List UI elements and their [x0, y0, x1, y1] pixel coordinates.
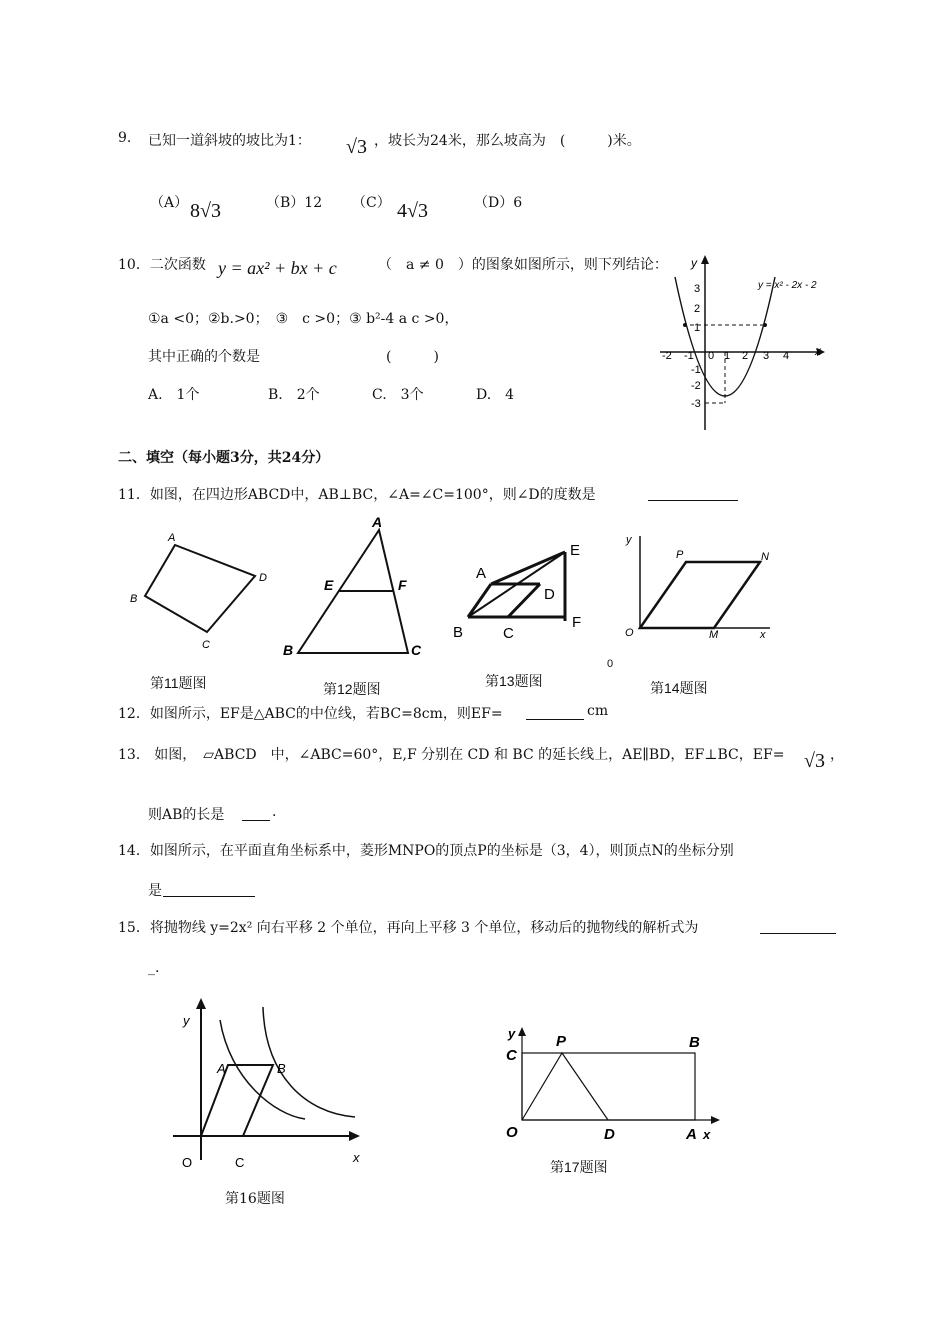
- fig13-label-b: B: [453, 624, 464, 641]
- q10-xtick: 4: [783, 350, 790, 362]
- q13-text: 13． 如图， ▱ABCD 中，∠ABC=60°，E,F 分别在 CD 和 BC 的延长线上，AE∥BD，EF⊥BC，EF=: [118, 747, 785, 763]
- q10-ytick: -2: [691, 380, 701, 392]
- fig14-caption: 第14题图: [650, 680, 708, 696]
- q9-option-b: （B）12: [266, 195, 323, 211]
- q10-xtick: 1: [724, 350, 731, 362]
- q9-text-b: ，坡长为24米，那么坡高为 ( )米。: [374, 133, 641, 149]
- q13-sqrt: √3: [804, 750, 825, 772]
- q9-option-c: （C）: [352, 195, 391, 211]
- q10-statements: ①a <0；②b.>0； ③ c >0；③ b²-4 a c >0，: [148, 311, 459, 327]
- fig12-caption: 第12题图: [323, 681, 381, 697]
- fig14-label-o: O: [625, 627, 634, 639]
- q12-answer-blank[interactable]: [526, 703, 584, 720]
- fig13-label-d: D: [544, 586, 555, 603]
- q10-ytick: 3: [694, 283, 701, 295]
- q9-option-a-value: 8√3: [190, 200, 221, 222]
- q15-answer-blank[interactable]: [760, 917, 836, 934]
- fig12-label-e: E: [324, 577, 334, 593]
- fig14-rhombus: [620, 528, 780, 648]
- q10-xtick: 3: [763, 350, 770, 362]
- q13-end: .: [272, 804, 277, 820]
- fig17-rectangle-figure: [500, 1022, 730, 1147]
- fig17-label-o: O: [506, 1124, 518, 1141]
- q11-answer-blank[interactable]: [648, 484, 738, 501]
- fig17-label-x: x: [703, 1127, 711, 1142]
- q9-option-a: （A）: [150, 195, 189, 211]
- fig16-label-y: y: [183, 1013, 190, 1028]
- fig12-triangle: [280, 515, 430, 665]
- fig12-label-f: F: [398, 577, 407, 593]
- fig16-label-b: B: [277, 1061, 286, 1076]
- q15-line2: _.: [148, 960, 160, 976]
- q12-text: 12．如图所示，EF是△ABC的中位线，若BC=8cm，则EF=: [118, 706, 503, 722]
- q10-xtick: 2: [742, 350, 749, 362]
- q10-ytick: -3: [691, 398, 701, 410]
- q9-sqrt: √3: [346, 136, 367, 158]
- q10-question: 其中正确的个数是 ( ): [148, 349, 439, 365]
- q10-ytick: 1: [694, 322, 701, 334]
- fig11-caption: 第11题图: [150, 675, 207, 691]
- q14-answer-blank[interactable]: [163, 880, 255, 897]
- section2-heading: 二、填空（每小题3分，共24分）: [118, 450, 330, 466]
- q9-option-d: （D）6: [474, 195, 523, 211]
- fig11-quadrilateral: [125, 530, 275, 650]
- fig14-label-y: y: [626, 534, 632, 546]
- fig16-label-x: x: [353, 1150, 360, 1165]
- fig16-label-o: O: [182, 1155, 193, 1170]
- fig13-label-e: E: [570, 542, 581, 559]
- fig11-label-c: C: [202, 639, 210, 651]
- fig14-label-m: M: [709, 629, 719, 641]
- q10-option-d: D. 4: [476, 387, 515, 403]
- fig17-label-p: P: [556, 1033, 567, 1050]
- fig17-label-y: y: [508, 1026, 516, 1041]
- fig14-stray-mark: 0: [607, 658, 614, 670]
- fig14-label-p: P: [676, 549, 684, 561]
- q10-number: 10．二次函数: [118, 257, 206, 273]
- q10-xtick: 0: [708, 350, 715, 362]
- fig11-label-a: A: [168, 532, 176, 544]
- q10-parabola-graph: [655, 255, 835, 435]
- q10-curve-label: y = x² - 2x - 2: [758, 280, 817, 291]
- fig17-label-d: D: [604, 1126, 615, 1143]
- fig16-caption: 第16题图: [225, 1191, 285, 1207]
- q10-xlabel: x: [815, 344, 821, 358]
- fig13-label-a: A: [476, 565, 487, 582]
- q14-line2: 是: [148, 883, 162, 899]
- q12-unit: cm: [587, 703, 609, 719]
- q10-xtick: -1: [684, 350, 694, 362]
- q10-ytick: 2: [694, 303, 701, 315]
- q10-ylabel: y: [691, 256, 697, 270]
- fig12-label-a: A: [372, 514, 383, 530]
- q9-number: 9.: [118, 130, 132, 146]
- q11-text: 11．如图，在四边形ABCD中，AB⊥BC，∠A=∠C=100°，则∠D的度数是: [118, 487, 596, 503]
- q15-line1: 15．将抛物线 y=2x² 向右平移 2 个单位，再向上平移 3 个单位，移动后的抛物线的解析式为: [118, 920, 699, 936]
- fig13-caption: 第13题图: [485, 673, 543, 689]
- fig14-label-n: N: [761, 551, 769, 563]
- q10-option-a: A. 1个: [148, 387, 200, 403]
- fig13-parallelogram: [448, 535, 593, 645]
- q10-option-c: C. 3个: [372, 387, 424, 403]
- fig17-caption: 第17题图: [550, 1159, 608, 1175]
- fig11-label-d: D: [259, 572, 267, 584]
- q10-formula: y = ax² + bx + c: [218, 258, 337, 278]
- q9-text-a: 已知一道斜坡的坡比为1：: [148, 133, 311, 149]
- q13-tail: ，: [830, 747, 844, 763]
- q14-line1: 14．如图所示，在平面直角坐标系中，菱形MNPO的顶点P的坐标是（3，4），则顶点N的坐标分别: [118, 843, 734, 859]
- q9-option-c-value: 4√3: [397, 200, 428, 222]
- q13-line2: 则AB的长是: [148, 807, 225, 823]
- fig17-label-a: A: [686, 1126, 697, 1143]
- fig16-hyperbola-figure: [165, 995, 375, 1175]
- fig12-label-c: C: [411, 642, 422, 658]
- q10-option-b: B. 2个: [268, 387, 320, 403]
- q10-ytick: -1: [691, 364, 701, 376]
- fig12-label-b: B: [283, 642, 294, 658]
- fig13-label-c: C: [503, 625, 514, 642]
- fig16-label-a: A: [217, 1061, 226, 1076]
- q10-condition: （ a ≠ 0 ）的图象如图所示，则下列结论：: [378, 257, 668, 273]
- fig14-label-x: x: [760, 629, 766, 641]
- fig16-label-c: C: [235, 1155, 245, 1170]
- fig17-label-c: C: [506, 1047, 517, 1064]
- q10-xtick: -2: [662, 350, 672, 362]
- fig13-label-f: F: [572, 614, 582, 631]
- fig17-label-b: B: [689, 1034, 700, 1051]
- fig11-label-b: B: [130, 593, 138, 605]
- q13-answer-blank[interactable]: [242, 804, 270, 821]
